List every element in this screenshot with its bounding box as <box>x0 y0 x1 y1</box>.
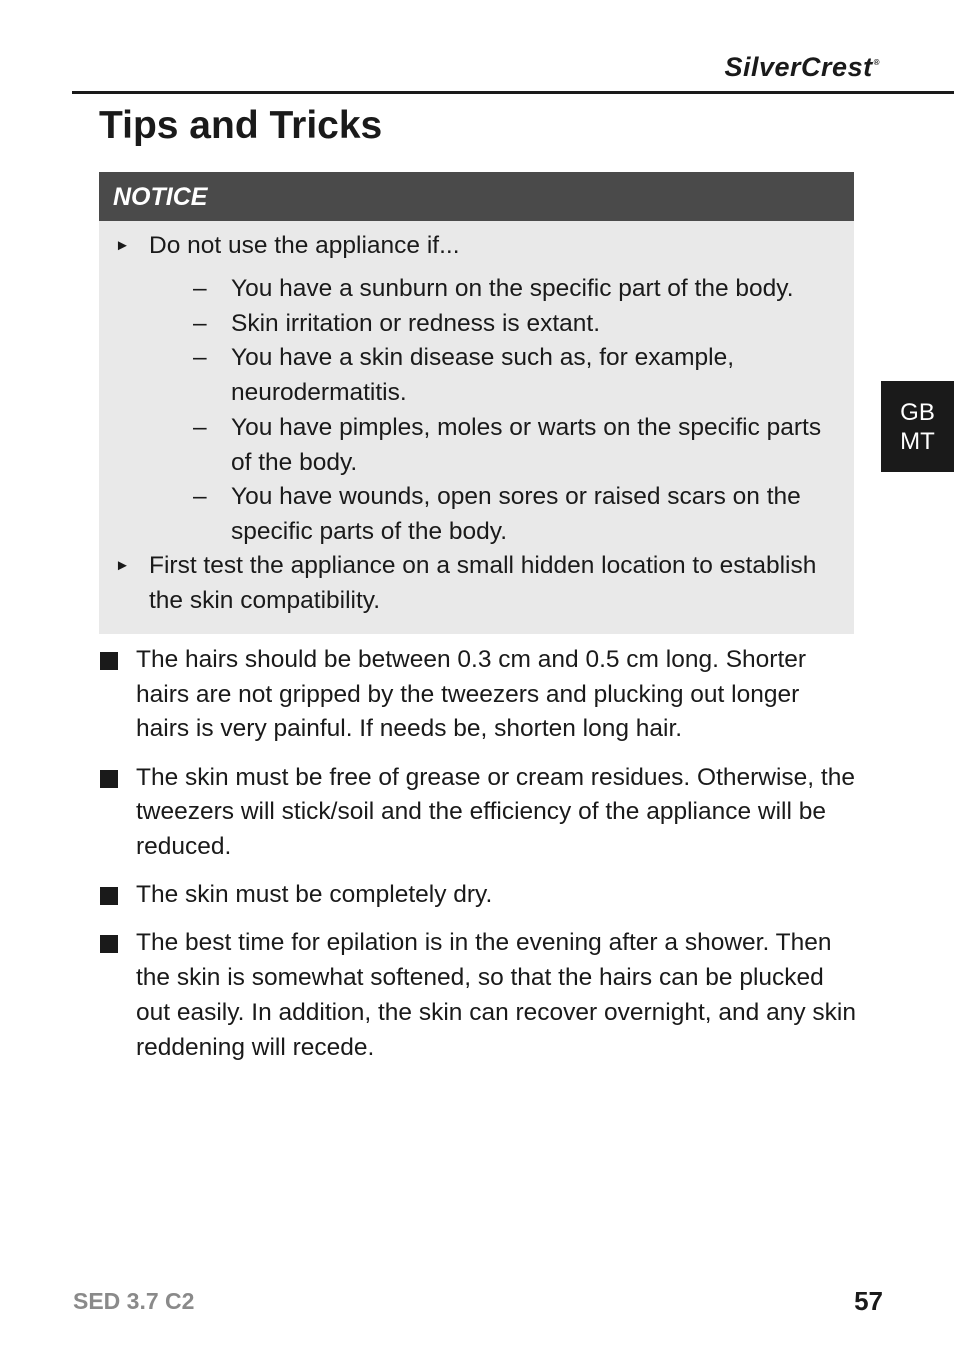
notice-condition-text: You have a sunburn on the specific part of the body. <box>231 275 794 302</box>
triangle-right-icon: ► <box>115 237 130 254</box>
dash-marker: – <box>193 413 207 441</box>
notice-condition-text: Skin irritation or redness is extant. <box>231 309 601 337</box>
registered-mark: ® <box>873 58 880 67</box>
dash-marker: – <box>193 344 207 372</box>
square-bullet-icon <box>100 652 118 670</box>
brand-logo <box>725 52 881 83</box>
tip-text: The skin must be free of grease or cream residues. Otherwise, the tweezers will stick/soil and the efficiency of the appliance will be reduced. <box>136 763 855 861</box>
notice-item-text: First test the appliance on a small hidden location to establish the skin compatibility. <box>149 552 817 614</box>
brand-name: SilverCrest <box>724 52 873 82</box>
tip-item <box>99 643 859 747</box>
language-tab <box>881 381 954 472</box>
language-code-mt: MT <box>900 427 935 455</box>
notice-condition <box>99 341 854 410</box>
notice-condition <box>99 307 854 342</box>
notice-condition-list <box>99 272 854 550</box>
tips-list <box>99 643 859 1079</box>
notice-condition <box>99 272 854 307</box>
square-bullet-icon <box>100 935 118 953</box>
dash-marker: – <box>193 309 207 337</box>
tip-text: The best time for epilation is in the evening after a shower. Then the skin is somewhat softened, so that the hairs can be plucked out easily. In addition, the skin can recover overnight, and any skin reddening will recede. <box>136 929 856 1061</box>
notice-condition-text: You have wounds, open sores or raised scars on the specific parts of the body. <box>231 483 801 545</box>
language-code-gb: GB <box>900 398 935 426</box>
notice-item-text: Do not use the appliance if... <box>149 232 460 259</box>
notice-heading: NOTICE <box>99 172 854 221</box>
square-bullet-icon <box>100 770 118 788</box>
dash-marker: – <box>193 275 207 302</box>
footer-model: SED 3.7 C2 <box>73 1288 195 1314</box>
square-bullet-icon <box>100 887 118 905</box>
tip-text: The skin must be completely dry. <box>136 881 493 909</box>
tip-item <box>99 926 859 1065</box>
page-title: Tips and Tricks <box>99 104 383 147</box>
notice-box <box>99 172 854 634</box>
dash-marker: – <box>193 483 207 511</box>
notice-condition-text: You have a skin disease such as, for example, neurodermatitis. <box>231 344 735 407</box>
triangle-right-icon: ► <box>115 557 130 574</box>
tip-text: The hairs should be between 0.3 cm and 0.5 cm long. Shorter hairs are not gripped by the tweezers and plucking out longer hairs is very painful. If needs be, shorten long hair. <box>136 646 807 743</box>
notice-condition <box>99 480 854 549</box>
page-number: 57 <box>854 1286 883 1316</box>
notice-condition-text: You have pimples, moles or warts on the specific parts of the body. <box>231 413 822 476</box>
notice-condition <box>99 411 854 480</box>
tip-item <box>99 878 859 913</box>
header-rule <box>72 91 954 94</box>
tip-item <box>99 761 859 865</box>
